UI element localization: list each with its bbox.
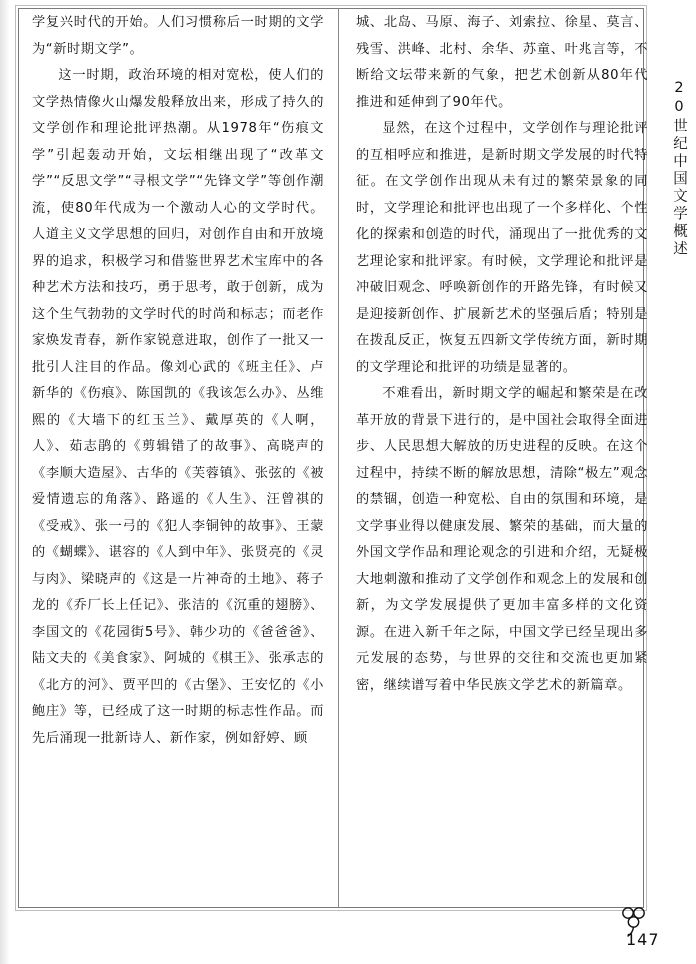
margin-header-strip bbox=[652, 14, 690, 334]
text-column-first bbox=[32, 10, 324, 752]
page-edge-shadow bbox=[0, 0, 10, 964]
text-column-second bbox=[356, 10, 648, 699]
column-divider bbox=[338, 8, 339, 908]
paragraph: 不难看出，新时期文学的崛起和繁荣是在改革开放的背景下进行的，是中国社会取得全面进步、人民思想大解放的历史进程的反映。在这个过程中，持续不断的解放思想，清除“极左”观念的禁锢，创造一种宽松、自由的氛围和环境，是文学事业得以健康发展、繁荣的基础，而大量的外国文学作品和理论观念的引进和介绍，无疑极大地刺激和推动了文学创作和观念上的发展和创新，为文学发展提供了更加丰富多样的文化资源。在进入新千年之际，中国文学已经呈现出多元发展的态势，与世界的交往和交流也更加紧密，继续谱写着中华民族文学艺术的新篇章。 bbox=[356, 386, 648, 693]
page-number: 147 bbox=[626, 930, 660, 949]
paragraph: 学复兴时代的开始。人们习惯称后一时期的文学为“新时期文学”。 bbox=[32, 15, 324, 57]
paragraph: 这一时期，政治环境的相对宽松，使人们的文学热情像火山爆发般释放出来，形成了持久的文学创作和理论批评热潮。从1978年“伤痕文学”引起轰动开始，文坛相继出现了“改革文学”“反思文学”“寻根文学”“先锋文学”等创作潮流，使80年代成为一个激动人心的文学时代。人道主义文学思想的回归，对创作自由和开放境界的追求，积极学习和借鉴世界艺术宝库中的各种艺术方法和技巧，勇于思考，敢于创新，成为这个生气勃勃的文学时代的时尚和标志；而老作家焕发青春，新作家锐意进取，创作了一批又一批引人注目的作品。像刘心武的《班主任》、卢新华的《伤痕》、陈国凯的《我该怎么办》、丛维熙的《大墙下的红玉兰》、戴厚英的《人啊，人》、茹志鹃的《剪辑错了的故事》、高晓声的《李顺大造屋》、古华的《芙蓉镇》、张弦的《被爱情遗忘的角落》、路遥的《人生》、汪曾祺的《受戒》、张一弓的《犯人李铜钟的故事》、王蒙的《蝴蝶》、谌容的《人到中年》、张贤亮的《灵与肉》、梁晓声的《这是一片神奇的土地》、蒋子龙的《乔厂长上任记》、张洁的《沉重的翅膀》、李国文的《花园街5号》、韩少功的《爸爸爸》、陆文夫的《美食家》、阿城的《棋王》、张承志的《北方的河》、贾平凹的《古堡》、王安忆的《小鲍庄》等，已经成了这一时期的标志性作品。而先后涌现一批新诗人、新作家，例如舒婷、顾 bbox=[32, 68, 324, 746]
paragraph: 城、北岛、马原、海子、刘索拉、徐星、莫言、残雪、洪峰、北村、余华、苏童、叶兆言等，不断给文坛带来新的气象，把艺术创新从80年代推进和延伸到了90年代。 bbox=[356, 15, 648, 110]
book-section-title: 20世纪中国文学概述 bbox=[671, 80, 687, 258]
paragraph: 显然，在这个过程中，文学创作与理论批评的互相呼应和推进，是新时期文学发展的时代特征。在文学创作出现从未有过的繁荣景象的同时，文学理论和批评也出现了一个多样化、个性化的探索和创造的时代，涌现出了一批优秀的文艺理论家和批评家。有时候，文学理论和批评是冲破旧观念、呼唤新创作的开路先锋，有时候又是迎接新创作、扩展新艺术的坚强后盾；特别是在拨乱反正，恢复五四新文学传统方面，新时期的文学理论和批评的功绩是显著的。 bbox=[356, 121, 648, 375]
page-number-area bbox=[600, 908, 686, 956]
